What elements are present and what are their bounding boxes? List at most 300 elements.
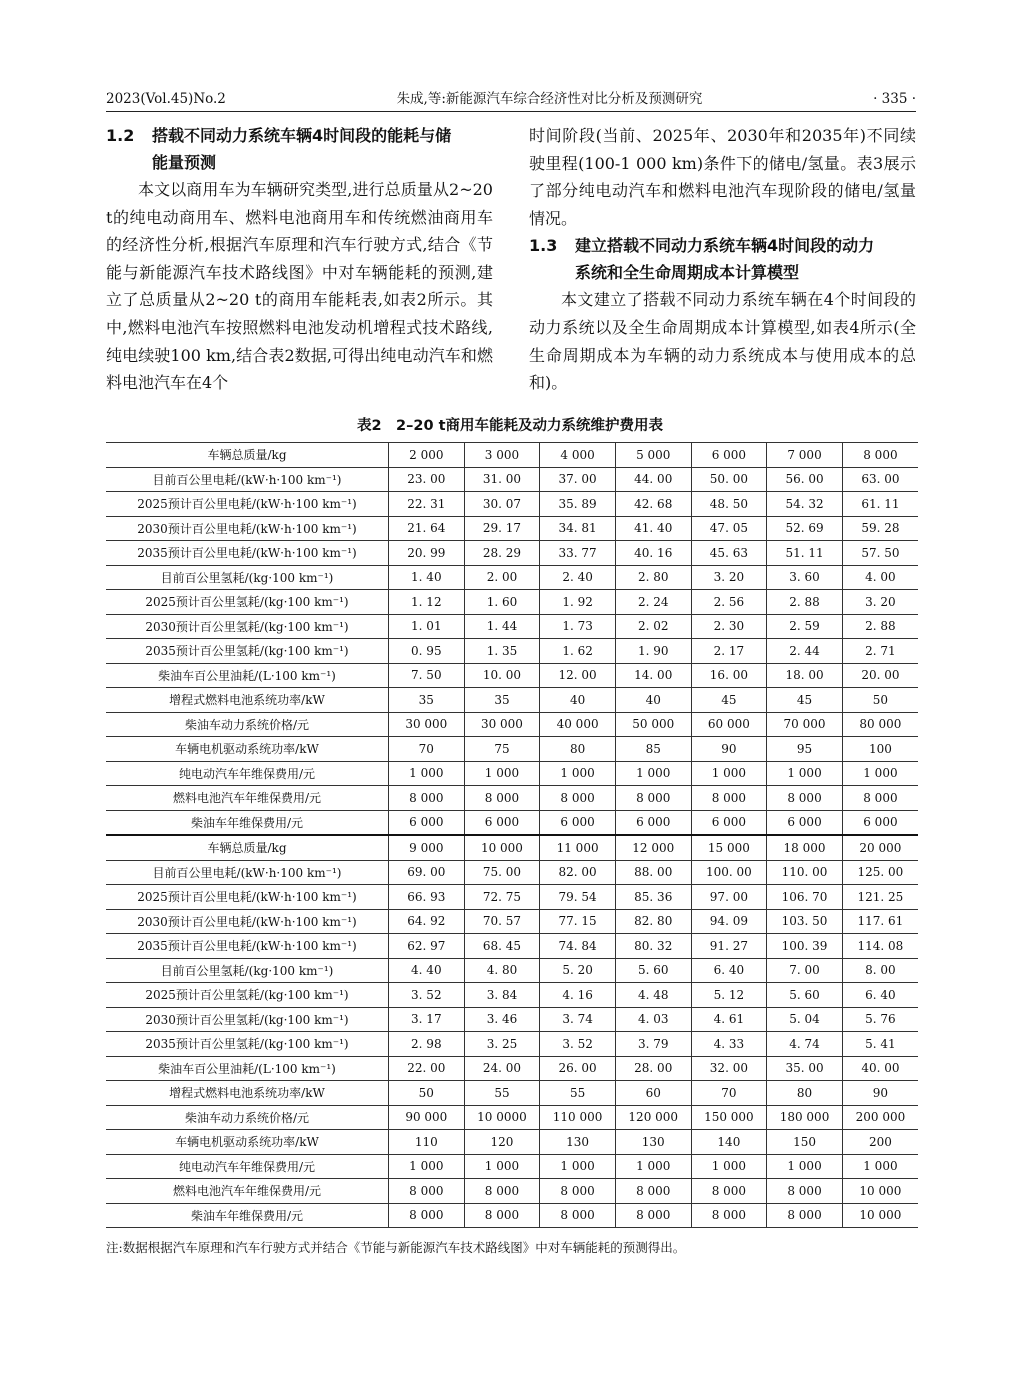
table-cell: 5. 12: [691, 983, 767, 1008]
table-cell: 2. 17: [691, 639, 767, 664]
table-cell: 40: [615, 688, 691, 713]
table-cell: 100. 39: [767, 934, 843, 959]
body-paragraph: 本文建立了搭载不同动力系统车辆在4个时间段的动力系统以及全生命周期成本计算模型,如表4所示(全生命周期成本为车辆的动力系统成本与使用成本的总和)。: [529, 290, 916, 393]
table-cell: 120 000: [615, 1105, 691, 1130]
table-row: [106, 934, 918, 959]
table-cell: 150 000: [691, 1105, 767, 1130]
table-cell: 3. 79: [615, 1032, 691, 1057]
table-cell: 1 000: [464, 761, 540, 786]
row-label: 柴油车年维保费用/元: [106, 1203, 389, 1228]
table-row: [106, 541, 918, 566]
table-cell: 50: [842, 688, 918, 713]
table-cell: 62. 97: [389, 934, 465, 959]
table-cell: 48. 50: [691, 492, 767, 517]
table-cell: 40: [540, 688, 616, 713]
table-cell: 4. 33: [691, 1032, 767, 1057]
table-cell: 2. 02: [615, 614, 691, 639]
row-label: 2025预计百公里氢耗/(kg·100 km⁻¹): [106, 983, 389, 1008]
table-cell: 69. 00: [389, 860, 465, 885]
table-cell: 18. 00: [767, 663, 843, 688]
table-cell: 1. 60: [464, 590, 540, 615]
row-label: 2025预计百公里电耗/(kW·h·100 km⁻¹): [106, 885, 389, 910]
table-cell: 1 000: [540, 761, 616, 786]
table-cell: 1. 01: [389, 614, 465, 639]
table-cell: 110 000: [540, 1105, 616, 1130]
table-cell: 2. 88: [767, 590, 843, 615]
row-label: 2035预计百公里电耗/(kW·h·100 km⁻¹): [106, 934, 389, 959]
table-cell: 1. 44: [464, 614, 540, 639]
table-cell: 3. 52: [389, 983, 465, 1008]
section-title-line2: 系统和全生命周期成本计算模型: [575, 263, 800, 283]
table-cell: 28. 29: [464, 541, 540, 566]
table-cell: 10 000: [464, 835, 540, 860]
row-label: 燃料电池汽车年维保费用/元: [106, 1179, 389, 1204]
table-note: 注:数据根据汽车原理和汽车行驶方式并结合《节能与新能源汽车技术路线图》中对车辆能耗的预测得出。: [106, 1240, 686, 1255]
table-cell: 4. 16: [540, 983, 616, 1008]
table-cell: 66. 93: [389, 885, 465, 910]
table-cell: 82. 00: [540, 860, 616, 885]
table-cell: 22. 00: [389, 1056, 465, 1081]
table-cell: 7 000: [767, 443, 843, 468]
table-cell: 1 000: [615, 1154, 691, 1179]
table-cell: 22. 31: [389, 492, 465, 517]
table-cell: 200 000: [842, 1105, 918, 1130]
table-cell: 4. 74: [767, 1032, 843, 1057]
table-cell: 1. 12: [389, 590, 465, 615]
table-cell: 8 000: [540, 1203, 616, 1228]
table-cell: 35: [464, 688, 540, 713]
table-cell: 2. 59: [767, 614, 843, 639]
body-columns: [106, 122, 916, 397]
table-cell: 8 000: [615, 786, 691, 811]
table-cell: 6 000: [767, 810, 843, 835]
table-cell: 59. 28: [842, 516, 918, 541]
table-cell: 140: [691, 1130, 767, 1155]
table-cell: 3. 17: [389, 1007, 465, 1032]
row-label: 2030预计百公里电耗/(kW·h·100 km⁻¹): [106, 909, 389, 934]
table-cell: 75. 00: [464, 860, 540, 885]
table-cell: 21. 64: [389, 516, 465, 541]
table-cell: 3. 60: [767, 565, 843, 590]
table-row: [106, 1032, 918, 1057]
table-cell: 18 000: [767, 835, 843, 860]
table-cell: 34. 81: [540, 516, 616, 541]
table-cell: 1 000: [842, 761, 918, 786]
table-cell: 4. 61: [691, 1007, 767, 1032]
table-row: [106, 761, 918, 786]
table-cell: 5. 41: [842, 1032, 918, 1057]
row-label: 目前百公里电耗/(kW·h·100 km⁻¹): [106, 467, 389, 492]
table-cell: 82. 80: [615, 909, 691, 934]
table-cell: 10 000: [842, 1179, 918, 1204]
row-label: 2030预计百公里电耗/(kW·h·100 km⁻¹): [106, 516, 389, 541]
section-title-line1: 搭载不同动力系统车辆4时间段的能耗与储: [152, 126, 452, 145]
table-cell: 30. 07: [464, 492, 540, 517]
table-cell: 3. 46: [464, 1007, 540, 1032]
table-row: [106, 1154, 918, 1179]
table-cell: 8 000: [540, 1179, 616, 1204]
table-cell: 8 000: [464, 1179, 540, 1204]
table-cell: 12. 00: [540, 663, 616, 688]
table-cell: 55: [540, 1081, 616, 1106]
table-cell: 91. 27: [691, 934, 767, 959]
table-cell: 4. 03: [615, 1007, 691, 1032]
table-cell: 56. 00: [767, 467, 843, 492]
table-cell: 110. 00: [767, 860, 843, 885]
table-cell: 70. 57: [464, 909, 540, 934]
data-table: [106, 442, 918, 1228]
table-cell: 16. 00: [691, 663, 767, 688]
body-paragraph-continued: 时间阶段(当前、2025年、2030年和2035年)不同续驶里程(100-1 000 km)条件下的储电/氢量。表3展示了部分纯电动汽车和燃料电池汽车现阶段的储电/氢量情况。: [529, 126, 916, 228]
table-cell: 57. 50: [842, 541, 918, 566]
table-cell: 2. 40: [540, 565, 616, 590]
table-cell: 6 000: [691, 810, 767, 835]
table-row: [106, 1130, 918, 1155]
table-row: [106, 1081, 918, 1106]
row-label: 目前百公里氢耗/(kg·100 km⁻¹): [106, 565, 389, 590]
page-number: · 335 ·: [873, 91, 916, 107]
table-cell: 45. 63: [691, 541, 767, 566]
table-row: [106, 983, 918, 1008]
row-label: 2035预计百公里氢耗/(kg·100 km⁻¹): [106, 639, 389, 664]
table-cell: 1 000: [389, 761, 465, 786]
table-row: [106, 1007, 918, 1032]
table-cell: 2. 71: [842, 639, 918, 664]
table-cell: 32. 00: [691, 1056, 767, 1081]
row-label: 目前百公里电耗/(kW·h·100 km⁻¹): [106, 860, 389, 885]
table-cell: 3 000: [464, 443, 540, 468]
table-cell: 45: [767, 688, 843, 713]
table-row: [106, 443, 918, 468]
table-cell: 1 000: [464, 1154, 540, 1179]
table-cell: 47. 05: [691, 516, 767, 541]
table-cell: 55: [464, 1081, 540, 1106]
left-column: [106, 122, 493, 397]
table-cell: 114. 08: [842, 934, 918, 959]
table-cell: 8 000: [691, 1179, 767, 1204]
table-cell: 3. 52: [540, 1032, 616, 1057]
table-cell: 30 000: [464, 712, 540, 737]
table-cell: 2. 30: [691, 614, 767, 639]
table-cell: 11 000: [540, 835, 616, 860]
row-label: 2035预计百公里电耗/(kW·h·100 km⁻¹): [106, 541, 389, 566]
table-cell: 8 000: [615, 1203, 691, 1228]
row-label: 2035预计百公里氢耗/(kg·100 km⁻¹): [106, 1032, 389, 1057]
table-cell: 103. 50: [767, 909, 843, 934]
table-cell: 31. 00: [464, 467, 540, 492]
table-cell: 1 000: [767, 761, 843, 786]
table-cell: 180 000: [767, 1105, 843, 1130]
table-cell: 23. 00: [389, 467, 465, 492]
table-cell: 8 000: [464, 1203, 540, 1228]
table-cell: 8 000: [842, 786, 918, 811]
table-row: [106, 492, 918, 517]
row-label: 纯电动汽车年维保费用/元: [106, 1154, 389, 1179]
table-cell: 20. 99: [389, 541, 465, 566]
table-cell: 200: [842, 1130, 918, 1155]
table-cell: 64. 92: [389, 909, 465, 934]
table-row: [106, 1105, 918, 1130]
table-body: [106, 443, 918, 1228]
table-cell: 1 000: [767, 1154, 843, 1179]
section-title-line1: 建立搭载不同动力系统车辆4时间段的动力: [575, 236, 875, 256]
table-cell: 120: [464, 1130, 540, 1155]
table-cell: 4. 40: [389, 958, 465, 983]
row-label: 车辆电机驱动系统功率/kW: [106, 737, 389, 762]
table-row: [106, 639, 918, 664]
table-cell: 130: [615, 1130, 691, 1155]
table-cell: 1. 92: [540, 590, 616, 615]
row-label: 2030预计百公里氢耗/(kg·100 km⁻¹): [106, 614, 389, 639]
table-cell: 5. 04: [767, 1007, 843, 1032]
table-row: [106, 663, 918, 688]
table-cell: 54. 32: [767, 492, 843, 517]
table-cell: 1 000: [540, 1154, 616, 1179]
table-cell: 1 000: [389, 1154, 465, 1179]
table-cell: 10 0000: [464, 1105, 540, 1130]
table-cell: 2. 00: [464, 565, 540, 590]
table-cell: 106. 70: [767, 885, 843, 910]
table-cell: 2 000: [389, 443, 465, 468]
table-cell: 50. 00: [691, 467, 767, 492]
table-cell: 44. 00: [615, 467, 691, 492]
table-cell: 70 000: [767, 712, 843, 737]
section-1-2-heading: [106, 122, 493, 176]
table-cell: 24. 00: [464, 1056, 540, 1081]
table-cell: 125. 00: [842, 860, 918, 885]
table-cell: 42. 68: [615, 492, 691, 517]
table-cell: 15 000: [691, 835, 767, 860]
table-cell: 85. 36: [615, 885, 691, 910]
table-cell: 2. 44: [767, 639, 843, 664]
table-row: [106, 590, 918, 615]
table-cell: 37. 00: [540, 467, 616, 492]
table-cell: 6 000: [540, 810, 616, 835]
row-label: 纯电动汽车年维保费用/元: [106, 761, 389, 786]
table-cell: 1. 62: [540, 639, 616, 664]
table-cell: 8 000: [767, 1179, 843, 1204]
table-cell: 41. 40: [615, 516, 691, 541]
table-row: [106, 885, 918, 910]
table-cell: 8 000: [464, 786, 540, 811]
table-cell: 9 000: [389, 835, 465, 860]
table-cell: 40 000: [540, 712, 616, 737]
table-cell: 8 000: [842, 443, 918, 468]
table-cell: 90 000: [389, 1105, 465, 1130]
section-1-3-heading: [529, 232, 916, 286]
table-cell: 20 000: [842, 835, 918, 860]
section-title-line2: 能量预测: [152, 153, 217, 172]
table-cell: 3. 20: [691, 565, 767, 590]
table-cell: 8. 00: [842, 958, 918, 983]
table-cell: 1 000: [615, 761, 691, 786]
journal-issue: 2023(Vol.45)No.2: [106, 91, 226, 107]
table-cell: 80: [540, 737, 616, 762]
table-cell: 35. 00: [767, 1056, 843, 1081]
table-cell: 8 000: [389, 1179, 465, 1204]
table-cell: 45: [691, 688, 767, 713]
table-cell: 6. 40: [691, 958, 767, 983]
table-cell: 50: [389, 1081, 465, 1106]
table-cell: 6 000: [691, 443, 767, 468]
table-cell: 8 000: [767, 786, 843, 811]
table-cell: 40. 00: [842, 1056, 918, 1081]
row-label: 柴油车动力系统价格/元: [106, 1105, 389, 1130]
table-cell: 4. 00: [842, 565, 918, 590]
table-cell: 10 000: [842, 1203, 918, 1228]
table-cell: 1 000: [691, 761, 767, 786]
table-cell: 8 000: [691, 786, 767, 811]
table-cell: 1 000: [842, 1154, 918, 1179]
table-cell: 85: [615, 737, 691, 762]
table-cell: 3. 20: [842, 590, 918, 615]
table-row: [106, 786, 918, 811]
table-cell: 61. 11: [842, 492, 918, 517]
table-cell: 6 000: [464, 810, 540, 835]
table-cell: 8 000: [691, 1203, 767, 1228]
table-cell: 80. 32: [615, 934, 691, 959]
table-row: [106, 909, 918, 934]
table-cell: 68. 45: [464, 934, 540, 959]
table-cell: 1. 90: [615, 639, 691, 664]
table-cell: 70: [389, 737, 465, 762]
table-row: [106, 516, 918, 541]
table-cell: 10. 00: [464, 663, 540, 688]
table-cell: 2. 88: [842, 614, 918, 639]
table-cell: 50 000: [615, 712, 691, 737]
body-paragraph: 本文以商用车为车辆研究类型,进行总质量从2~20 t的纯电动商用车、燃料电池商用车和传统燃油商用车的经济性分析,根据汽车原理和汽车行驶方式,结合《节能与新能源汽车技术路线图》中对车辆能耗的预测,建立了总质量从2~20 t的商用车能耗表,如表2所示。其中,燃料电池汽车按照燃料电池发动机增程式技术路线,纯电续驶100 km,结合表2数据,可得出纯电动汽车和燃料电池汽车在4个: [106, 180, 493, 393]
table-cell: 80 000: [842, 712, 918, 737]
table-title: 表2 2–20 t商用车能耗及动力系统维护费用表: [356, 418, 664, 434]
section-number: 1.2: [106, 126, 135, 145]
table-cell: 3. 84: [464, 983, 540, 1008]
table-cell: 88. 00: [615, 860, 691, 885]
table-cell: 3. 74: [540, 1007, 616, 1032]
table-cell: 72. 75: [464, 885, 540, 910]
table-row: [106, 860, 918, 885]
table-cell: 5. 60: [767, 983, 843, 1008]
table-cell: 0. 95: [389, 639, 465, 664]
table-cell: 2. 80: [615, 565, 691, 590]
row-label: 柴油车年维保费用/元: [106, 810, 389, 835]
table-cell: 8 000: [767, 1203, 843, 1228]
table-cell: 29. 17: [464, 516, 540, 541]
table-cell: 6 000: [842, 810, 918, 835]
table-cell: 100: [842, 737, 918, 762]
table-cell: 80: [767, 1081, 843, 1106]
table-cell: 26. 00: [540, 1056, 616, 1081]
table-cell: 74. 84: [540, 934, 616, 959]
row-label: 柴油车百公里油耗/(L·100 km⁻¹): [106, 1056, 389, 1081]
table-cell: 2. 24: [615, 590, 691, 615]
table-cell: 35: [389, 688, 465, 713]
table-row: [106, 688, 918, 713]
table-cell: 20. 00: [842, 663, 918, 688]
table-cell: 5 000: [615, 443, 691, 468]
table-cell: 8 000: [615, 1179, 691, 1204]
row-label: 目前百公里氢耗/(kg·100 km⁻¹): [106, 958, 389, 983]
table-cell: 6 000: [389, 810, 465, 835]
table-cell: 90: [842, 1081, 918, 1106]
table-cell: 150: [767, 1130, 843, 1155]
table-cell: 7. 50: [389, 663, 465, 688]
table-cell: 94. 09: [691, 909, 767, 934]
table-cell: 2. 56: [691, 590, 767, 615]
table-cell: 6. 40: [842, 983, 918, 1008]
table-cell: 4. 80: [464, 958, 540, 983]
table-cell: 40. 16: [615, 541, 691, 566]
table-row: [106, 1203, 918, 1228]
table-cell: 5. 76: [842, 1007, 918, 1032]
table-cell: 117. 61: [842, 909, 918, 934]
table-cell: 5. 20: [540, 958, 616, 983]
table-row: [106, 1056, 918, 1081]
table-cell: 1. 73: [540, 614, 616, 639]
table-cell: 95: [767, 737, 843, 762]
table-row: [106, 565, 918, 590]
table-cell: 60: [615, 1081, 691, 1106]
table-row: [106, 835, 918, 860]
row-label: 车辆总质量/kg: [106, 443, 389, 468]
table-cell: 12 000: [615, 835, 691, 860]
row-label: 车辆总质量/kg: [106, 835, 389, 860]
section-number: 1.3: [529, 236, 558, 256]
table-cell: 90: [691, 737, 767, 762]
table-cell: 60 000: [691, 712, 767, 737]
row-label: 柴油车百公里油耗/(L·100 km⁻¹): [106, 663, 389, 688]
table-cell: 7. 00: [767, 958, 843, 983]
table-cell: 1 000: [691, 1154, 767, 1179]
table-cell: 8 000: [389, 786, 465, 811]
row-label: 2025预计百公里氢耗/(kg·100 km⁻¹): [106, 590, 389, 615]
table-cell: 2. 98: [389, 1032, 465, 1057]
table-row: [106, 467, 918, 492]
table-cell: 28. 00: [615, 1056, 691, 1081]
table-cell: 79. 54: [540, 885, 616, 910]
table-cell: 70: [691, 1081, 767, 1106]
table-cell: 6 000: [615, 810, 691, 835]
table-cell: 77. 15: [540, 909, 616, 934]
table-cell: 14. 00: [615, 663, 691, 688]
table-cell: 8 000: [540, 786, 616, 811]
row-label: 车辆电机驱动系统功率/kW: [106, 1130, 389, 1155]
table-row: [106, 737, 918, 762]
table-row: [106, 810, 918, 835]
table-cell: 5. 60: [615, 958, 691, 983]
table-cell: 3. 25: [464, 1032, 540, 1057]
table-row: [106, 614, 918, 639]
table-cell: 130: [540, 1130, 616, 1155]
table-cell: 4. 48: [615, 983, 691, 1008]
right-column: [529, 122, 916, 397]
row-label: 增程式燃料电池系统功率/kW: [106, 1081, 389, 1106]
running-title: 朱成,等:新能源汽车综合经济性对比分析及预测研究: [396, 91, 703, 107]
table-cell: 52. 69: [767, 516, 843, 541]
table-cell: 35. 89: [540, 492, 616, 517]
table-cell: 110: [389, 1130, 465, 1155]
table-cell: 100. 00: [691, 860, 767, 885]
table-cell: 75: [464, 737, 540, 762]
row-label: 增程式燃料电池系统功率/kW: [106, 688, 389, 713]
table-cell: 33. 77: [540, 541, 616, 566]
table-cell: 8 000: [389, 1203, 465, 1228]
table-cell: 63. 00: [842, 467, 918, 492]
table-cell: 1. 35: [464, 639, 540, 664]
row-label: 2030预计百公里氢耗/(kg·100 km⁻¹): [106, 1007, 389, 1032]
table-cell: 4 000: [540, 443, 616, 468]
table-cell: 1. 40: [389, 565, 465, 590]
table-row: [106, 712, 918, 737]
